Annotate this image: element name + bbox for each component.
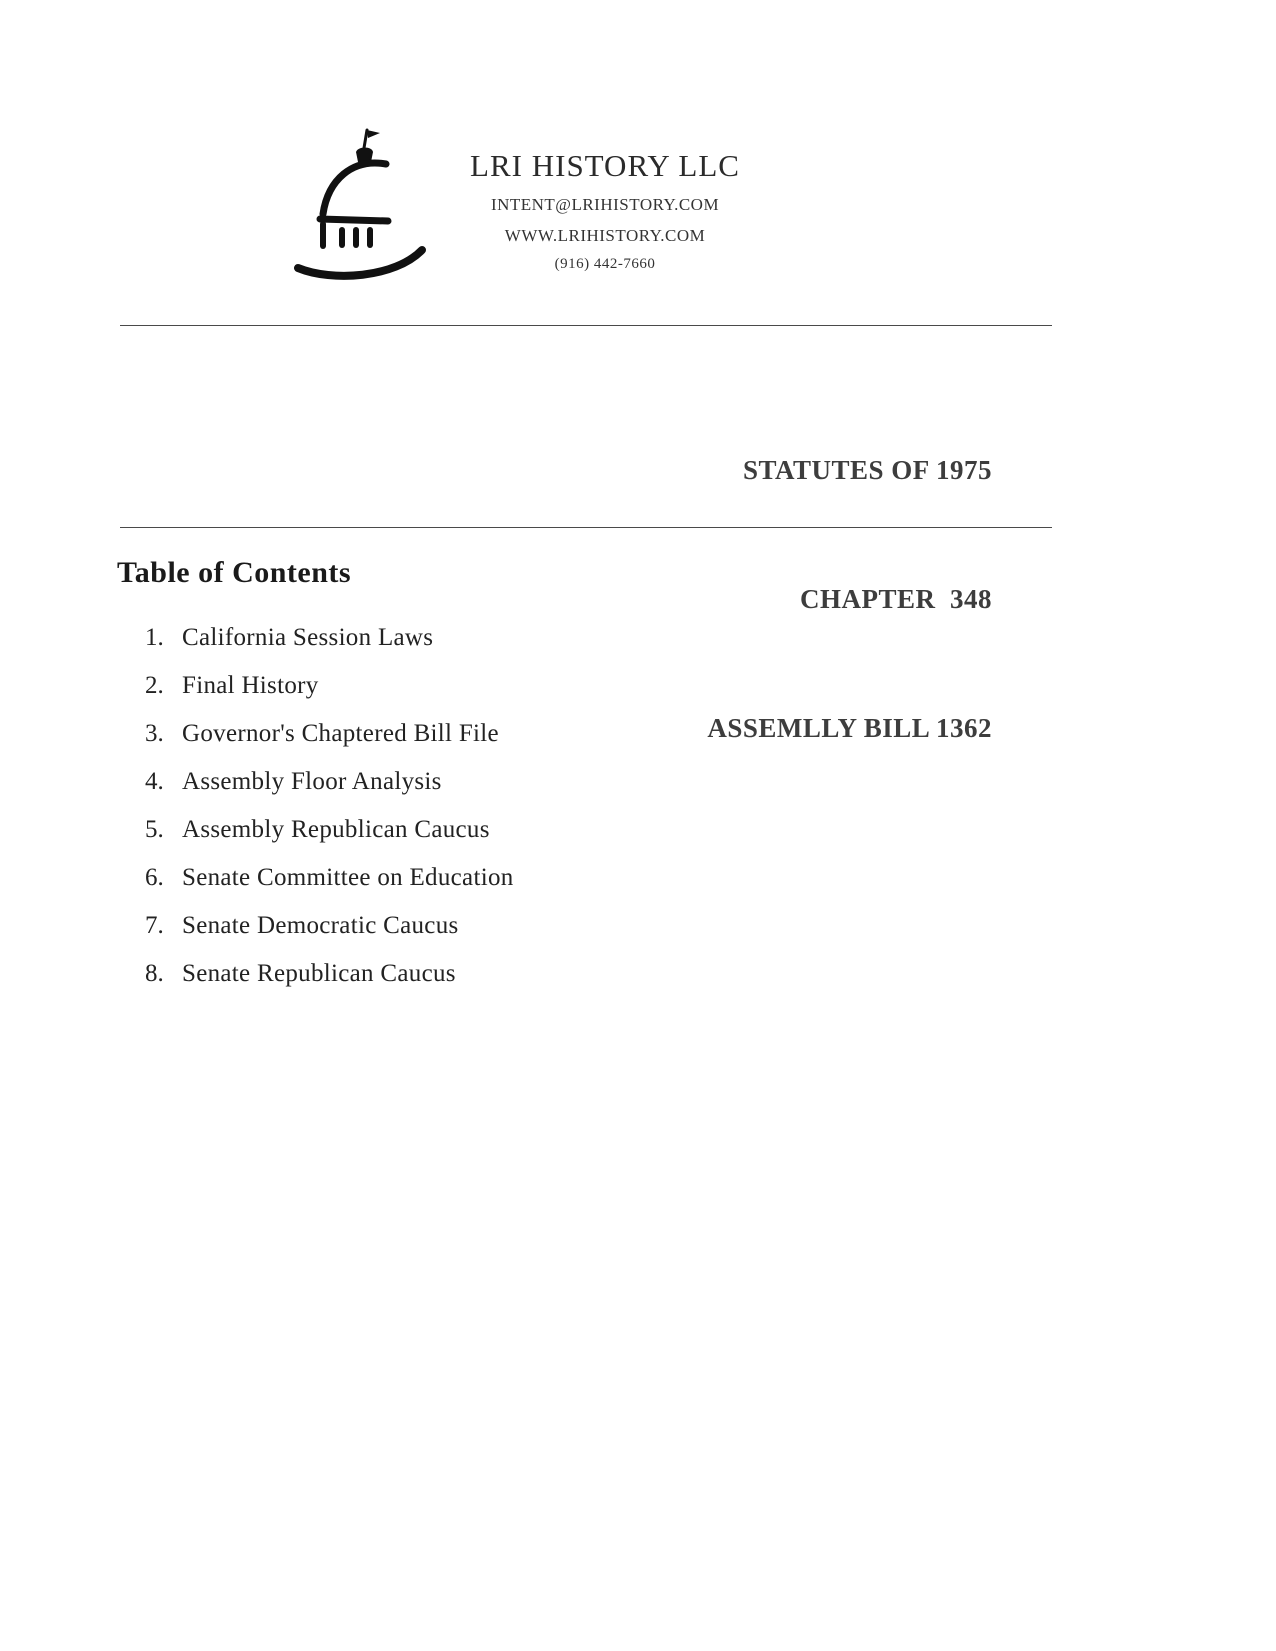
toc-item-label: Assembly Republican Caucus: [182, 816, 490, 843]
toc-item: [145, 766, 514, 797]
capitol-logo: [290, 122, 445, 287]
toc-item: [145, 862, 514, 893]
toc-item-label: California Session Laws: [182, 624, 434, 651]
toc-item: [145, 670, 514, 701]
toc-heading: Table of Contents: [117, 556, 352, 589]
email-text: INTENT@LRIHISTORY.COM: [490, 195, 720, 214]
phone-text: (916) 442-7660: [554, 256, 656, 272]
toc-item: [145, 814, 514, 845]
statute-title-block: [707, 363, 992, 836]
toc-item-number: 6.: [145, 864, 164, 891]
toc-item-number: 7.: [145, 912, 164, 939]
toc-item-number: 8.: [145, 960, 164, 987]
toc-item-label: Senate Democratic Caucus: [182, 912, 459, 939]
toc-item-label: Senate Committee on Education: [182, 864, 514, 891]
title-line-bill: ASSEMLLY BILL 1362: [707, 713, 992, 743]
toc-item-number: 5.: [145, 816, 164, 843]
toc-item-number: 2.: [145, 672, 164, 699]
letterhead: [450, 148, 760, 273]
toc-item-number: 4.: [145, 768, 164, 795]
toc-item: [145, 958, 514, 989]
toc-item: [145, 718, 514, 749]
website-text: WWW.LRIHISTORY.COM: [504, 226, 706, 245]
toc-item: [145, 622, 514, 653]
title-line-statutes: STATUTES OF 1975: [742, 455, 992, 485]
capitol-dome-icon: [290, 122, 445, 287]
title-line-chapter: CHAPTER 348: [799, 584, 992, 614]
toc-item: [145, 910, 514, 941]
toc-list: [145, 622, 514, 989]
toc-item-label: Senate Republican Caucus: [182, 960, 456, 987]
toc-item-number: 3.: [145, 720, 164, 747]
toc-item-label: Final History: [182, 672, 319, 699]
toc-item-label: Assembly Floor Analysis: [182, 768, 442, 795]
divider-top: [120, 325, 1052, 326]
toc-item-number: 1.: [145, 624, 164, 651]
company-name: LRI HISTORY LLC: [470, 148, 740, 183]
toc-item-label: Governor's Chaptered Bill File: [182, 720, 499, 747]
